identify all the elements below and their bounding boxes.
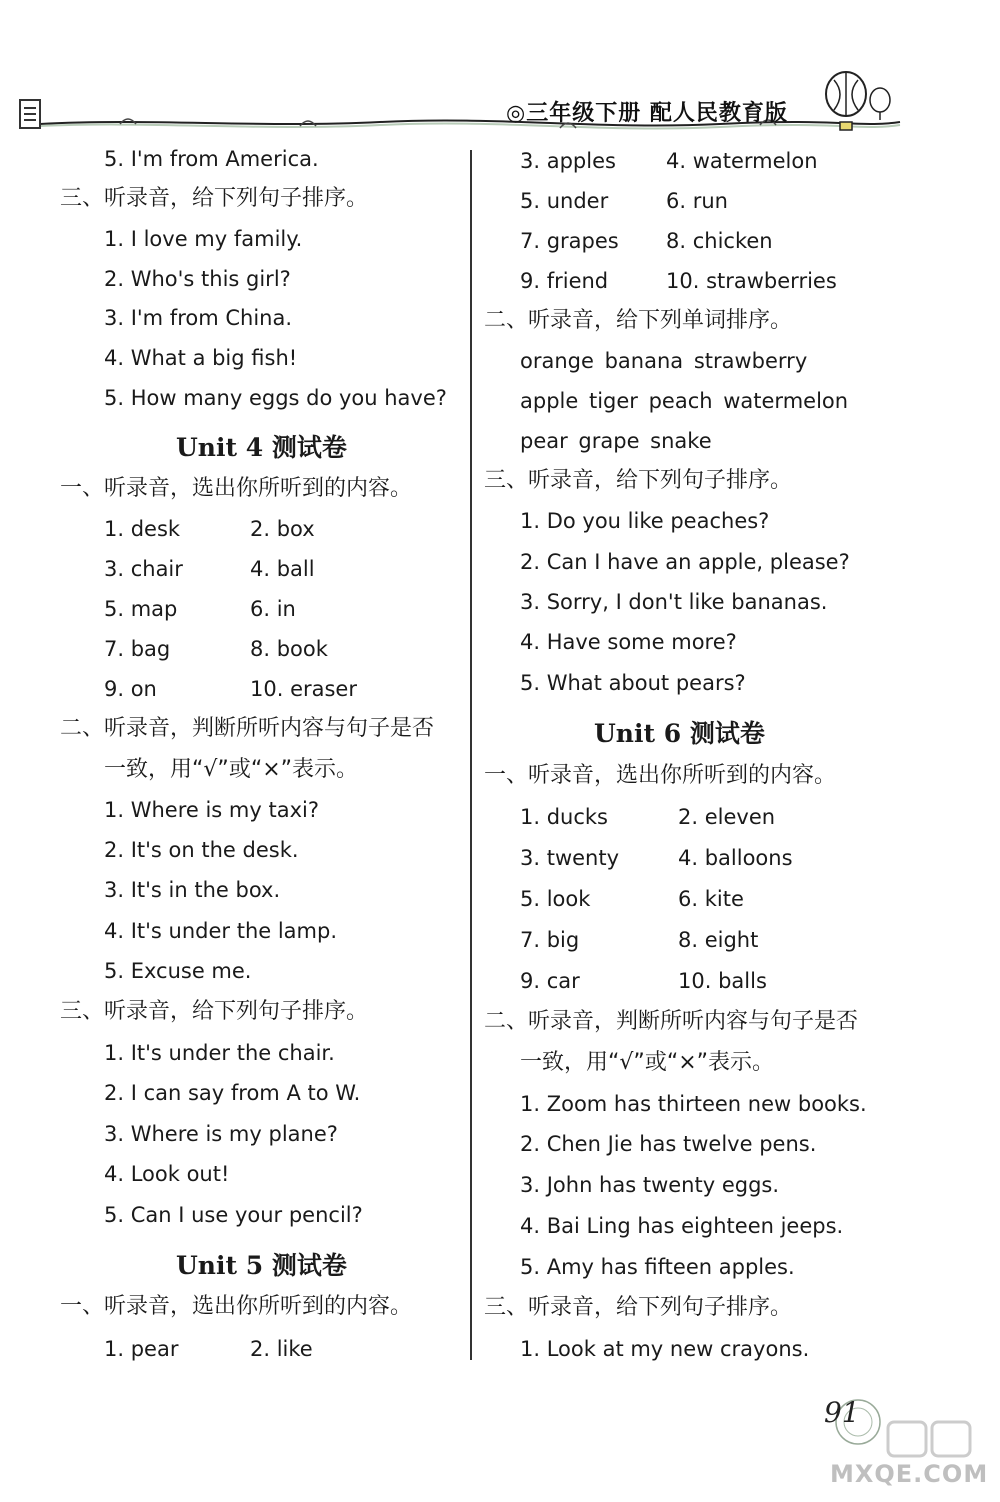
text-line: 4. It's under the lamp. [104, 919, 338, 943]
word-item: 9. friend [520, 269, 609, 293]
page-number: 91 [824, 1396, 860, 1429]
text-line: 2. It's on the desk. [104, 838, 299, 862]
word-list-line: orange banana strawberry [520, 349, 808, 373]
section-heading: 三、听录音，给下列句子排序。 [60, 186, 369, 211]
text-line: 5. Excuse me. [104, 959, 252, 983]
section-heading: 三、听录音，给下列句子排序。 [60, 999, 369, 1024]
column-divider [470, 150, 472, 1360]
word-item: 4. balloons [678, 846, 793, 870]
word-item: 1. ducks [520, 805, 608, 829]
text-line: 5. What about pears? [520, 671, 746, 695]
word-item: 7. bag [104, 637, 171, 661]
word-item: 6. kite [678, 887, 744, 911]
text-line: 3. It's in the box. [104, 878, 281, 902]
word-list-line: pear grape snake [520, 429, 712, 453]
text-line: 5. Amy has fifteen apples. [520, 1255, 795, 1279]
text-line: 1. It's under the chair. [104, 1041, 335, 1065]
page-header [0, 0, 1000, 140]
word-item: 3. apples [520, 149, 616, 173]
section-heading: 一、听录音，选出你所听到的内容。 [484, 763, 837, 788]
section-heading: 二、听录音，判断所听内容与句子是否 [484, 1009, 859, 1034]
word-list-line: apple tiger peach watermelon [520, 389, 849, 413]
word-item: 8. book [250, 637, 328, 661]
word-item: 10. balls [678, 969, 767, 993]
text-line: 3. Sorry, I don't like bananas. [520, 590, 828, 614]
text-line: 1. I love my family. [104, 227, 303, 251]
section-heading: 二、听录音，判断所听内容与句子是否 [60, 716, 435, 741]
word-item: 8. chicken [666, 229, 773, 253]
header-title: ◎三年级下册 配人民教育版 [506, 101, 788, 126]
word-item: 3. chair [104, 557, 183, 581]
word-item: 4. watermelon [666, 149, 818, 173]
unit-title: Unit 5 测试卷 [176, 1251, 347, 1280]
word-item: 2. like [250, 1337, 313, 1361]
text-line: 3. John has twenty eggs. [520, 1173, 780, 1197]
word-item: 9. on [104, 677, 157, 701]
word-item: 5. map [104, 597, 178, 621]
word-item: 7. big [520, 928, 580, 952]
text-line: 5. I'm from America. [104, 147, 319, 171]
text-line: 2. Chen Jie has twelve pens. [520, 1132, 817, 1156]
text-line: 5. How many eggs do you have? [104, 386, 447, 410]
text-line: 2. Who's this girl? [104, 267, 291, 291]
section-heading: 三、听录音，给下列句子排序。 [484, 1295, 793, 1320]
text-line: 4. Have some more? [520, 630, 737, 654]
text-line: 1. Zoom has thirteen new books. [520, 1092, 867, 1116]
word-item: 1. pear [104, 1337, 179, 1361]
section-heading: 三、听录音，给下列句子排序。 [484, 468, 793, 493]
text-line: 4. What a big fish! [104, 346, 298, 370]
word-item: 5. look [520, 887, 591, 911]
text-line: 2. Can I have an apple, please? [520, 550, 850, 574]
word-item: 4. ball [250, 557, 315, 581]
word-item: 8. eight [678, 928, 759, 952]
text-line: 1. Where is my taxi? [104, 798, 319, 822]
word-item: 5. under [520, 189, 609, 213]
word-item: 7. grapes [520, 229, 619, 253]
text-line: 1. Look at my new crayons. [520, 1337, 810, 1361]
word-item: 10. eraser [250, 677, 357, 701]
book-logo-icon [18, 98, 44, 132]
text-line: 1. Do you like peaches? [520, 509, 770, 533]
text-line: 4. Bai Ling has eighteen jeeps. [520, 1214, 844, 1238]
text-line: 5. Can I use your pencil? [104, 1203, 363, 1227]
section-heading-cont: 一致，用“√”或“×”表示。 [520, 1050, 775, 1075]
section-heading-cont: 一致，用“√”或“×”表示。 [104, 757, 359, 782]
text-line: 2. I can say from A to W. [104, 1081, 361, 1105]
watermark-text: MXQE.COM [830, 1460, 989, 1488]
unit-title: Unit 4 测试卷 [176, 433, 347, 462]
word-item: 6. in [250, 597, 296, 621]
word-item: 3. twenty [520, 846, 620, 870]
word-item: 2. eleven [678, 805, 776, 829]
word-item: 2. box [250, 517, 315, 541]
word-item: 9. car [520, 969, 580, 993]
section-heading: 一、听录音，选出你所听到的内容。 [60, 1294, 413, 1319]
word-item: 10. strawberries [666, 269, 837, 293]
text-line: 3. I'm from China. [104, 306, 293, 330]
word-item: 6. run [666, 189, 728, 213]
unit-title: Unit 6 测试卷 [594, 719, 765, 748]
word-item: 1. desk [104, 517, 181, 541]
text-line: 4. Look out! [104, 1162, 230, 1186]
section-heading: 二、听录音，给下列单词排序。 [484, 308, 793, 333]
text-line: 3. Where is my plane? [104, 1122, 338, 1146]
section-heading: 一、听录音，选出你所听到的内容。 [60, 476, 413, 501]
hot-air-balloon-icon [818, 70, 898, 140]
